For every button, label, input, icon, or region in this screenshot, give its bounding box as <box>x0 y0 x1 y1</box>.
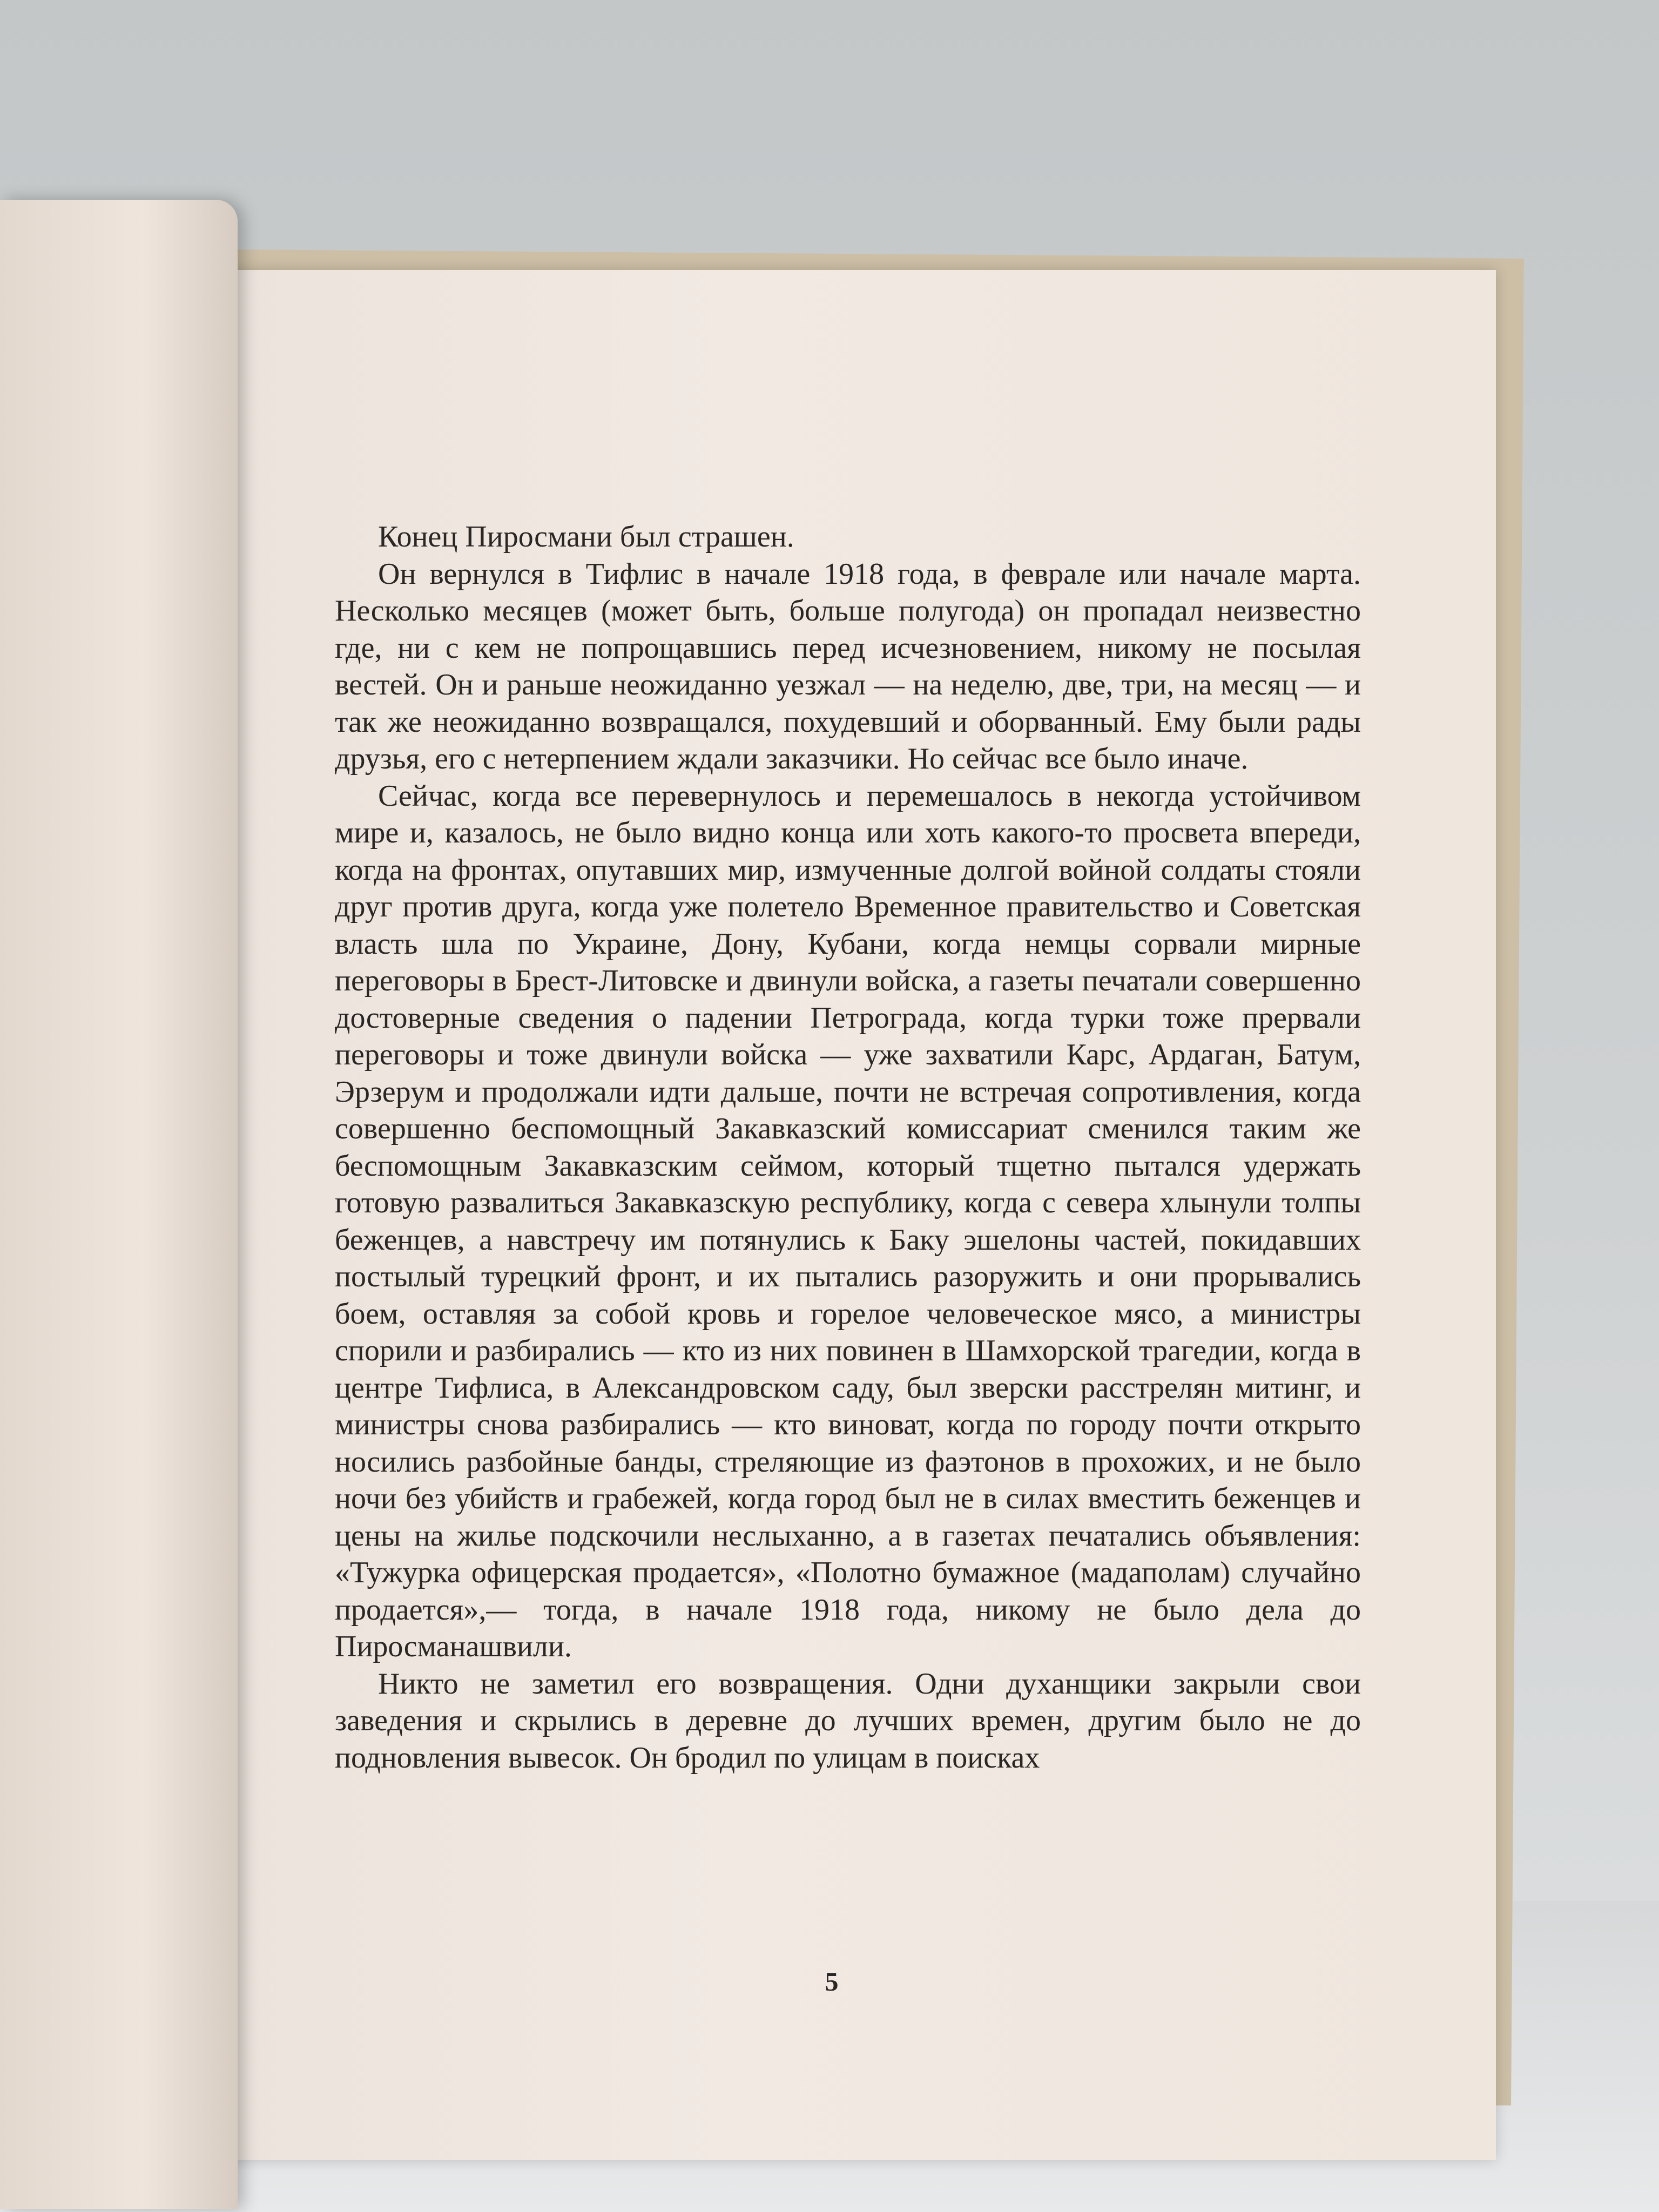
paragraph: Сейчас, когда все перевернулось и перемешалось в некогда устойчивом мире и, казалось, не было видно конца или хоть какого-то просвета впереди, когда на фронтах, опутавших мир, измученные долгой войной солдаты стояли друг против друга, когда уже полетело Временное правительство и Советская власть шла по Украине, Дону, Кубани, когда немцы сорвали мирные переговоры в Брест-Литовске и двинули войска, а газеты печатали совершенно достоверные сведения о падении Петрограда, когда турки тоже прервали переговоры и тоже двинули войска — уже захватили Карс, Ардаган, Батум, Эрзерум и продолжали идти дальше, почти не встречая сопротивления, когда совершенно беспомощный Закавказский комиссариат сменился таким же беспомощным Закавказским сеймом, который тщетно пытался удержать готовую развалиться Закавказскую республику, когда с севера хлынули толпы беженцев, а навстречу им потянулись к Баку эшелоны частей, покидавших постылый турецкий фронт, и их пытались разоружить и они прорывались боем, оставляя за собой кровь и горелое человеческое мясо, а министры спорили и разбирались — кто из них повинен в Шамхорской трагедии, когда в центре Тифлиса, в Александровском саду, был зверски расстрелян митинг, и министры снова разбирались — кто виноват, когда по городу почти открыто носились разбойные банды, стреляющие из фаэтонов в прохожих, и не было ночи без убийств и грабежей, когда город был не в силах вместить беженцев и цены на жилье подскочили неслыханно, а в газетах печатались объявления: «Тужурка офицерская продается», «Полотно бумажное (мадаполам) случайно продается»,— тогда, в начале 1918 года, никому не было дела до Пиросманашвили. <box>335 779 1361 1663</box>
page-number: 5 <box>825 1966 839 1997</box>
paragraph: Конец Пиросмани был страшен. <box>378 520 794 554</box>
paragraph: Никто не заметил его возвращения. Одни духанщики закрыли свои заведения и скрылись в деревне до лучших времен, другим было не до подновления вывесок. Он бродил по улицам в поисках <box>335 1667 1361 1775</box>
facing-page <box>0 200 238 2209</box>
paragraph: Он вернулся в Тифлис в начале 1918 года, в феврале или начале марта. Несколько месяцев (может быть, больше полугода) он пропадал неизвестно где, ни с кем не попрощавшись перед исчезновением, никому не посылая вестей. Он и раньше неожиданно уезжал — на неделю, две, три, на месяц — и так же неожиданно возвращался, похудевший и оборванный. Ему были рады друзья, его с нетерпением ждали заказчики. Но сейчас все было иначе. <box>335 557 1361 775</box>
page-text <box>335 518 1361 1776</box>
